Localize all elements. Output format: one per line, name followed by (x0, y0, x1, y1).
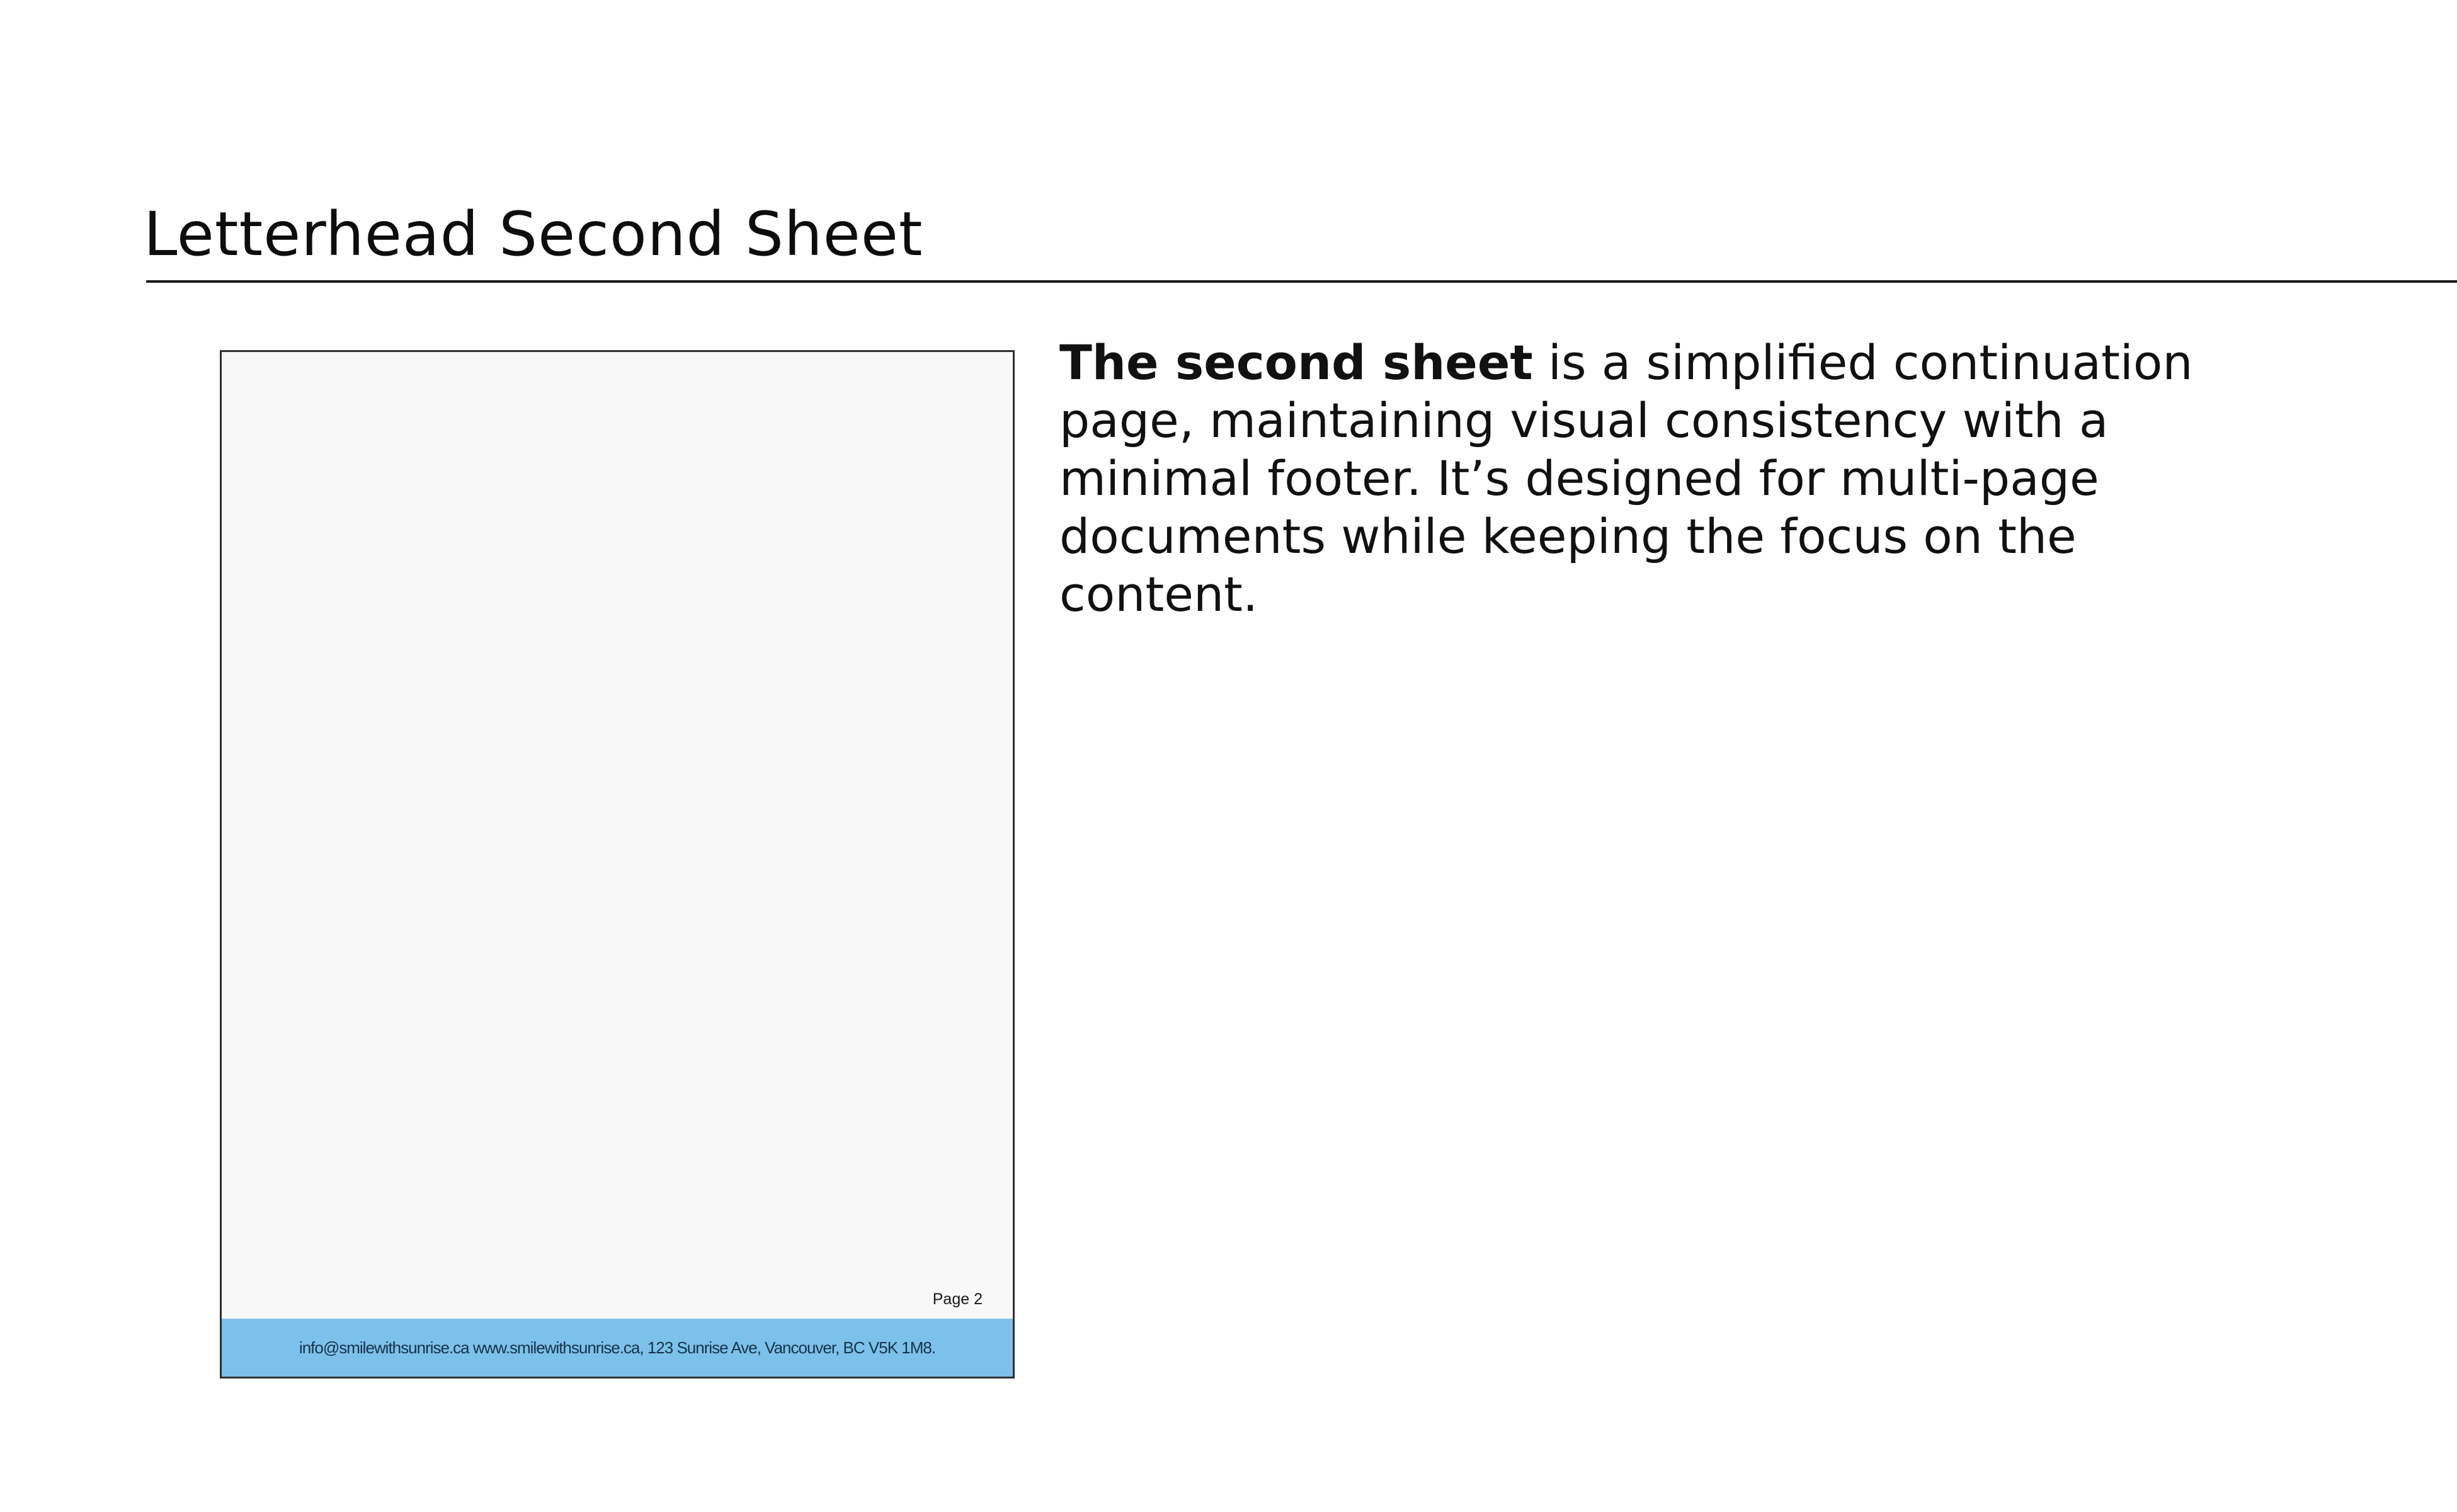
description-body: is a simplified continuation page, maintaining visual consistency with a minimal footer. It’s designed for multi-page documents while keeping the focus on the content. (1059, 334, 2193, 622)
title-divider (146, 280, 2457, 283)
sheet-footer (222, 1319, 1013, 1377)
sheet-footer-contact-text: info@smilewithsunrise.ca www.smilewithsunrise.ca, 123 Sunrise Ave, Vancouver, BC V5K 1M8. (299, 1338, 936, 1357)
sheet-page-number: Page 2 (932, 1290, 983, 1308)
description-paragraph (1059, 334, 2243, 623)
page-title: Letterhead Second Sheet (144, 199, 923, 270)
letterhead-second-sheet-preview (220, 350, 1015, 1378)
description-lead: The second sheet (1059, 334, 1533, 390)
